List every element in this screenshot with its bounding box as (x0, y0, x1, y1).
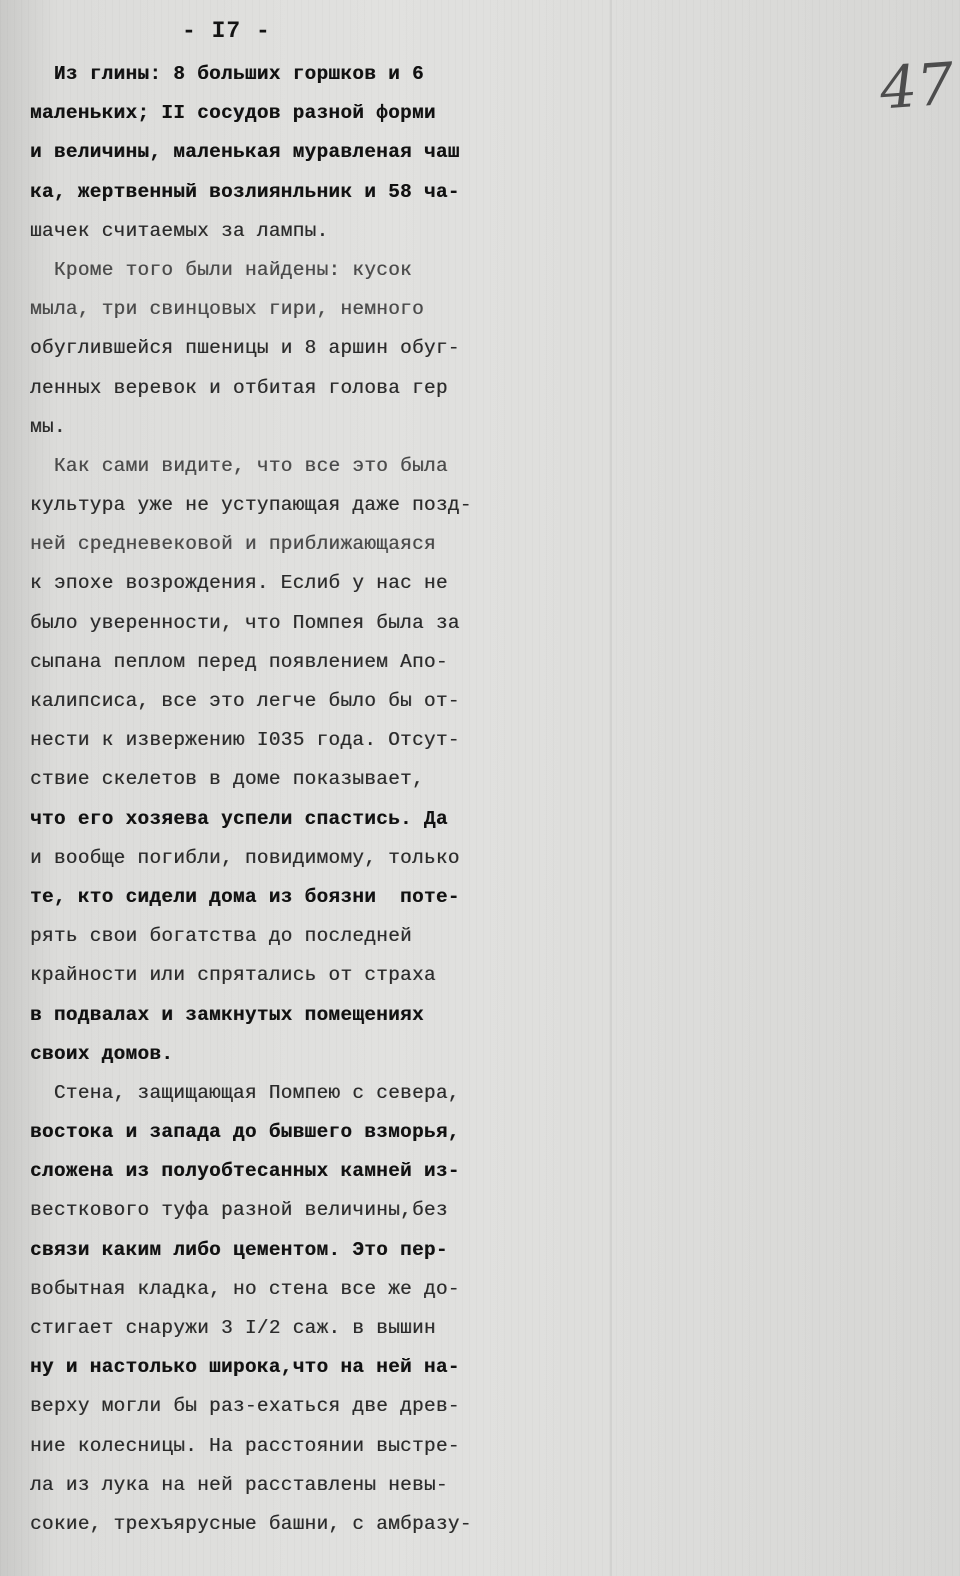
page-number: - I7 - (182, 18, 271, 44)
text-line: Как сами видите, что все это была (30, 454, 448, 477)
text-line: вобытная кладка, но стена все же до- (30, 1277, 460, 1300)
text-line: что его хозяева успели спастись. Да (30, 807, 448, 830)
text-line: обуглившейся пшеницы и 8 аршин обуг- (30, 337, 460, 360)
text-line: шачек считаемых за лампы. (30, 219, 329, 242)
text-line: мы. (30, 415, 66, 438)
text-line: калипсиса, все это легче было бы от- (30, 690, 460, 712)
text-line: востока и запада до бывшего взморья, (30, 1121, 460, 1144)
text-line: культура уже не уступающая даже позд- (30, 494, 472, 517)
text-line: сокие, трехъярусные башни, с амбразу- (30, 1512, 472, 1535)
text-line: ленных веревок и отбитая голова гер (30, 376, 448, 399)
text-line: ней средневековой и приближающаяся (30, 533, 436, 556)
text-line: те, кто сидели дома из боязни поте- (30, 885, 460, 908)
text-line: и величины, маленькая муравленая чаш (30, 141, 460, 164)
text-line: ствие скелетов в доме показывает, (30, 768, 424, 791)
text-line: было уверенности, что Помпея была за (30, 611, 460, 634)
text-line: нести к извержению I035 года. Отсут- (30, 729, 460, 752)
text-line: верху могли бы раз-ехаться две древ- (30, 1395, 460, 1418)
text-line: ну и настолько широка,что на ней на- (30, 1356, 460, 1379)
text-line: стигает снаружи 3 I/2 саж. в вышин (30, 1317, 436, 1339)
text-line: в подвалах и замкнутых помещениях (30, 1003, 424, 1026)
text-line: весткового туфа разной величины,без (30, 1199, 448, 1222)
text-line: Из глины: 8 больших горшков и 6 (30, 63, 424, 85)
text-line: мыла, три свинцовых гири, немного (30, 298, 424, 321)
archive-handwritten-mark: 47 (877, 49, 957, 123)
text-line: своих домов. (30, 1042, 174, 1065)
text-line: Стена, защищающая Помпею с севера, (30, 1081, 460, 1104)
text-line: ла из лука на ней расставлены невы- (30, 1473, 448, 1496)
text-line: ка, жертвенный возлиянльник и 58 ча- (30, 180, 460, 203)
text-line: к эпохе возрождения. Еслиб у нас не (30, 572, 448, 595)
text-line: связи каким либо цементом. Это пер- (30, 1238, 448, 1261)
text-line: маленьких; II сосудов разной форми (30, 102, 436, 125)
text-line: и вообще погибли, повидимому, только (30, 846, 460, 869)
typewritten-text (30, 55, 590, 1544)
text-line: ние колесницы. На расстоянии выстре- (30, 1434, 460, 1457)
text-line: Кроме того были найдены: кусок (30, 258, 412, 281)
text-line: сыпана пеплом перед появлением Апо- (30, 650, 448, 673)
text-line: крайности или спрятались от страха (30, 964, 436, 987)
text-line: сложена из полуобтесанных камней из- (30, 1160, 460, 1183)
text-line: рять свои богатства до последней (30, 925, 412, 948)
page-fold-shadow (610, 0, 612, 1576)
